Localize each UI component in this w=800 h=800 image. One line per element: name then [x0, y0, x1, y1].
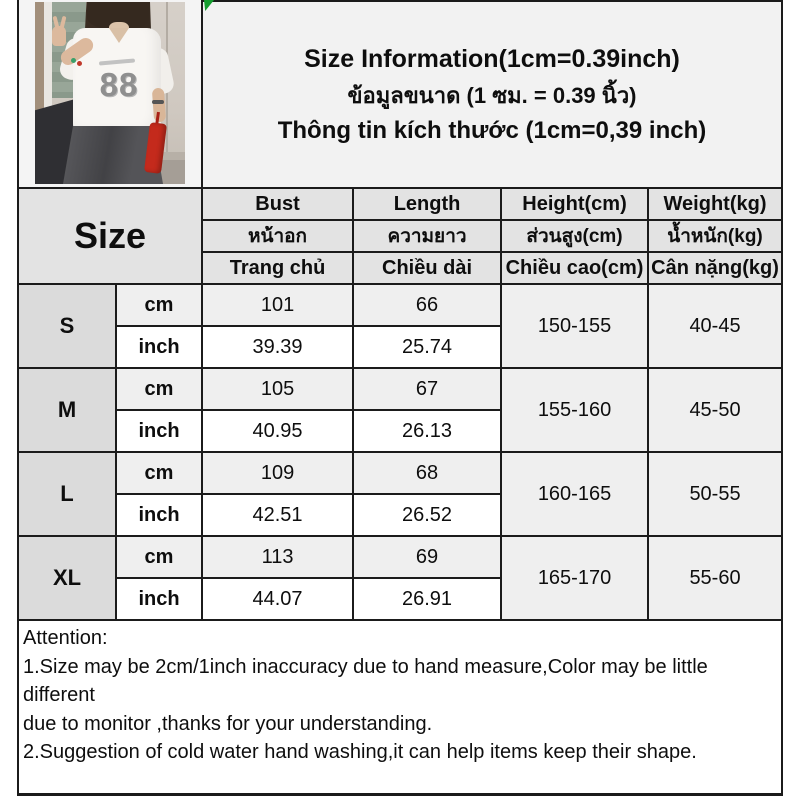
- unit-cm-label: cm: [117, 453, 203, 495]
- header-bust-en: Bust: [203, 189, 354, 221]
- bust-cm-value: 113: [203, 537, 354, 579]
- length-cm-value: 68: [354, 453, 502, 495]
- size-cell-l: L: [19, 453, 117, 537]
- length-cm-value: 69: [354, 537, 502, 579]
- tshirt-88-print: 88: [99, 66, 139, 103]
- table-row: [19, 369, 781, 411]
- attention-heading: Attention:: [23, 627, 108, 649]
- attention-line: 2.Suggestion of cold water hand washing,it can help items keep their shape.: [23, 741, 697, 763]
- length-cm-value: 67: [354, 369, 502, 411]
- bust-cm-value: 105: [203, 369, 354, 411]
- unit-cm-label: cm: [117, 537, 203, 579]
- length-inch-value: 26.91: [354, 579, 502, 621]
- height-value: 160-165: [502, 453, 649, 537]
- length-inch-value: 25.74: [354, 327, 502, 369]
- product-photo: [35, 2, 185, 184]
- bust-inch-value: 44.07: [203, 579, 354, 621]
- model-peace-hand: [52, 26, 66, 46]
- attention-line: 1.Size may be 2cm/1inch inaccuracy due to hand measure,Color may be little different: [23, 655, 708, 706]
- length-cm-value: 66: [354, 285, 502, 327]
- height-value: 150-155: [502, 285, 649, 369]
- attention-line: due to monitor ,thanks for your understanding.: [23, 712, 433, 735]
- unit-inch-label: inch: [117, 579, 203, 621]
- weight-value: 40-45: [649, 285, 781, 369]
- header-length-th: ความยาว: [354, 221, 502, 253]
- product-photo-cell: [19, 0, 203, 187]
- header-row-en: [19, 189, 781, 221]
- model-bracelet: [71, 58, 76, 63]
- attention-notes: [19, 621, 781, 770]
- table-row: [19, 537, 781, 579]
- header-bust-th: หน้าอก: [203, 221, 354, 253]
- header-length-vi: Chiều dài: [354, 253, 502, 285]
- header-height-en: Height(cm): [502, 189, 649, 221]
- header-weight-th: น้ำหนัก(kg): [649, 221, 781, 253]
- title-line-en: Size Information(1cm=0.39inch): [304, 44, 680, 73]
- unit-inch-label: inch: [117, 327, 203, 369]
- length-inch-value: 26.13: [354, 411, 502, 453]
- bust-cm-value: 109: [203, 453, 354, 495]
- size-table: [19, 189, 781, 621]
- height-value: 165-170: [502, 537, 649, 621]
- size-cell-xl: XL: [19, 537, 117, 621]
- header-length-en: Length: [354, 189, 502, 221]
- bust-cm-value: 101: [203, 285, 354, 327]
- size-chart-sheet: [17, 0, 783, 796]
- unit-inch-label: inch: [117, 495, 203, 537]
- unit-inch-label: inch: [117, 411, 203, 453]
- header-height-vi: Chiều cao(cm): [502, 253, 649, 285]
- title-line-vi: Thông tin kích thước (1cm=0,39 inch): [277, 116, 707, 144]
- weight-value: 55-60: [649, 537, 781, 621]
- bust-inch-value: 39.39: [203, 327, 354, 369]
- title-line-th: ข้อมูลขนาด (1 ซม. = 0.39 นิ้ว): [347, 82, 637, 108]
- length-inch-value: 26.52: [354, 495, 502, 537]
- unit-cm-label: cm: [117, 285, 203, 327]
- header-weight-vi: Cân nặng(kg): [649, 253, 781, 285]
- header-size: Size: [19, 189, 203, 285]
- header-bust-vi: Trang chủ: [203, 253, 354, 285]
- weight-value: 45-50: [649, 369, 781, 453]
- height-value: 155-160: [502, 369, 649, 453]
- table-row: [19, 453, 781, 495]
- header-weight-en: Weight(kg): [649, 189, 781, 221]
- bust-inch-value: 42.51: [203, 495, 354, 537]
- size-cell-s: S: [19, 285, 117, 369]
- size-cell-m: M: [19, 369, 117, 453]
- title-block: [203, 0, 781, 187]
- header-height-th: ส่วนสูง(cm): [502, 221, 649, 253]
- bust-inch-value: 40.95: [203, 411, 354, 453]
- weight-value: 50-55: [649, 453, 781, 537]
- unit-cm-label: cm: [117, 369, 203, 411]
- model-bracelet: [77, 61, 82, 66]
- top-section: [19, 0, 781, 189]
- model-watch: [152, 100, 164, 104]
- table-row: [19, 285, 781, 327]
